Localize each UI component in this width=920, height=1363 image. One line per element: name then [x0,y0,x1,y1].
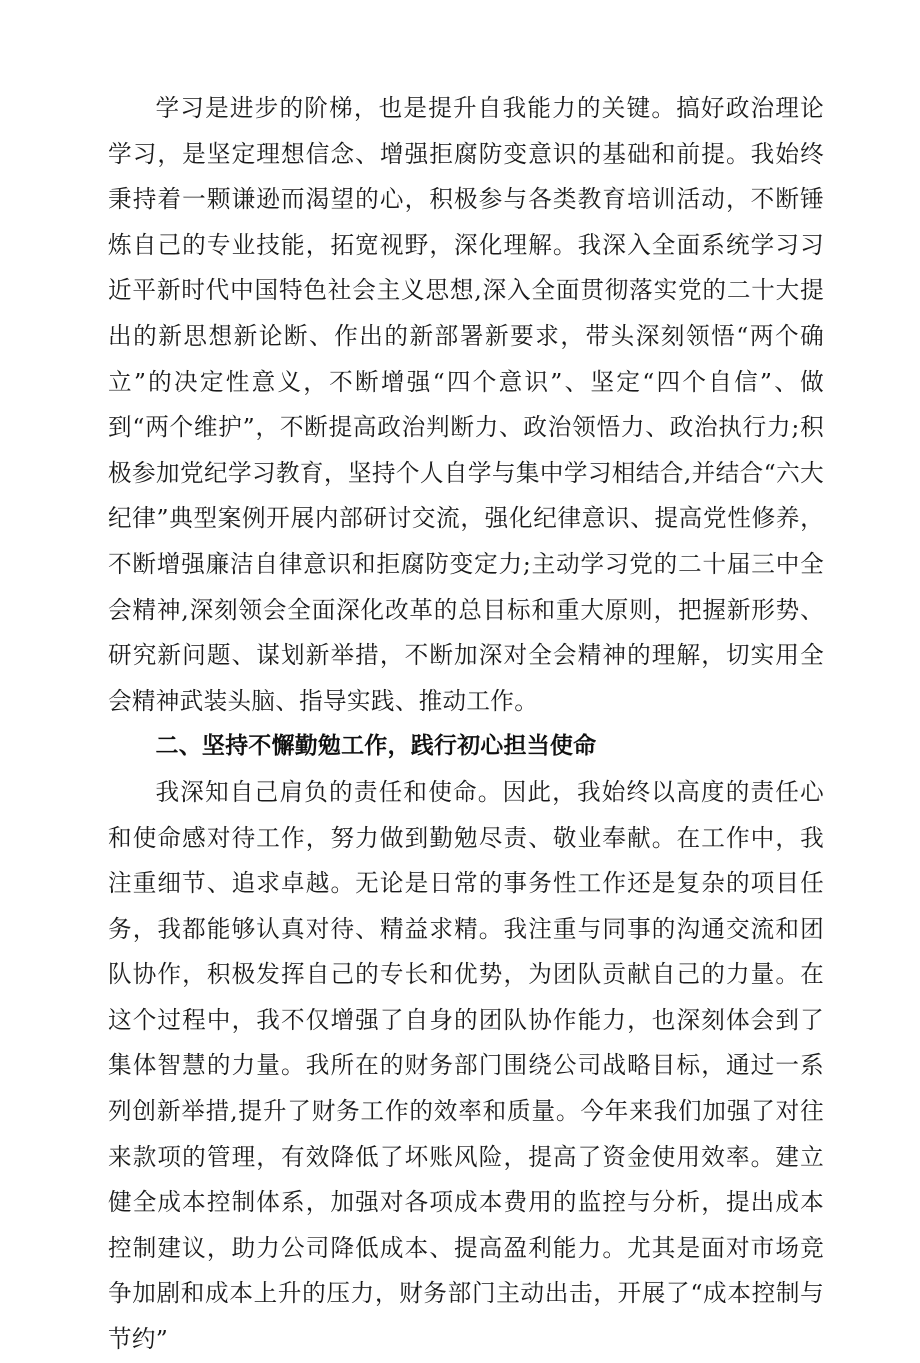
section-heading-two: 二、坚持不懈勤勉工作，践行初心担当使命 [155,733,597,760]
paragraph-study: 学习是进步的阶梯，也是提升自我能力的关键。搞好政治理论学习，是坚定理想信念、增强拒腐防变意识的基础和前提。我始终秉持着一颗谦逊而渴望的心，积极参与各类教育培训活动，不断锤炼自己的专业技能，拓宽视野，深化理解。我深入全面系统学习习近平新时代中国特色社会主义思想,深入全面贯彻落实党的二十大提出的新思想新论断、作出的新部署新要求，带头深刻领悟“两个确立”的决定性意义，不断增强“四个意识”、坚定“四个自信”、做到“两个维护”，不断提高政治判断力、政治领悟力、政治执行力;积极参加党纪学习教育，坚持个人自学与集中学习相结合,并结合“六大纪律”典型案例开展内部研讨交流，强化纪律意识、提高党性修养，不断增强廉洁自律意识和拒腐防变定力;主动学习党的二十届三中全会精神,深刻领会全面深化改革的总目标和重大原则，把握新形势、研究新问题、谋划新举措，不断加深对全会精神的理解，切实用全会精神武装头脑、指导实践、推动工作。 [108,94,824,715]
paragraph-work: 我深知自己肩负的责任和使命。因此，我始终以高度的责任心和使命感对待工作，努力做到勤勉尽责、敬业奉献。在工作中，我注重细节、追求卓越。无论是日常的事务性工作还是复杂的项目任务，我都能够认真对待、精益求精。我注重与同事的沟通交流和团队协作，积极发挥自己的专长和优势，为团队贡献自己的力量。在这个过程中，我不仅增强了自身的团队协作能力，也深刻体会到了集体智慧的力量。我所在的财务部门围绕公司战略目标，通过一系列创新举措,提升了财务工作的效率和质量。今年来我们加强了对往来款项的管理，有效降低了坏账风险，提高了资金使用效率。建立健全成本控制体系，加强对各项成本费用的监控与分析，提出成本控制建议，助力公司降低成本、提高盈利能力。尤其是面对市场竞争加剧和成本上升的压力，财务部门主动出击，开展了“成本控制与节约” [108,777,824,1354]
document-body [108,86,824,1363]
